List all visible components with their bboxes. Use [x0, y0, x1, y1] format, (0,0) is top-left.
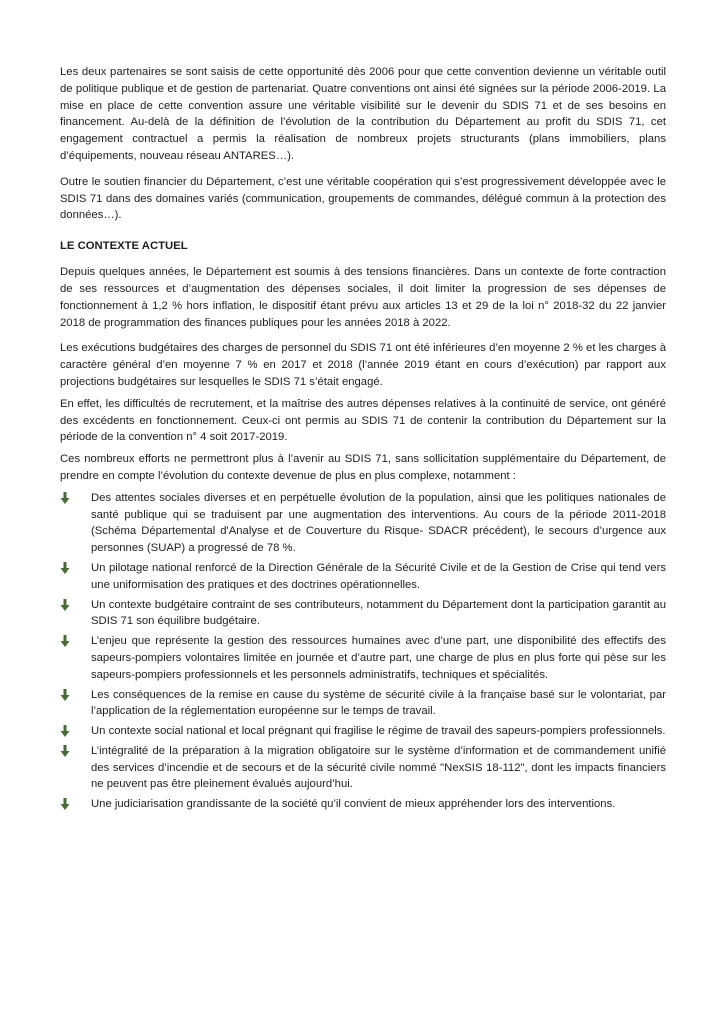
bullet-item — [60, 560, 666, 594]
arrow-down-icon — [60, 798, 70, 810]
context-paragraph-1: Depuis quelques années, le Département est soumis à des tensions financières. Dans un contexte de forte contraction de ses ressources et d’augmentation des dépenses sociales, il doit limiter la progression de ses dépenses de fonctionnement à 1,2 % hors inflation, le dispositif étant prévu aux articles 13 et 29 de la loi n° 2018-32 du 22 janvier 2018 de programmation des finances publiques pour les années 2018 à 2022. — [60, 266, 666, 329]
arrow-down-icon — [60, 745, 70, 757]
bullet-list — [60, 490, 666, 813]
bullet-text: Des attentes sociales diverses et en perpétuelle évolution de la population, ainsi que les politiques nationales de santé publique qui se traduisent par une augmentation des interventions. Au cours de la période 2011-2018 (Schéma Départemental d'Analyse et de Couverture du Risque- SDACR précédent), le secours d’urgence aux personnes (SUAP) a progressé de 78 %. — [91, 491, 666, 555]
intro-paragraph-2: Outre le soutien financier du Département, c’est une véritable coopération qui s’est progressivement développée avec le SDIS 71 dans des domaines variés (communication, groupements de commandes, délégué commun à la protection des données…). — [60, 175, 666, 222]
arrow-down-icon — [60, 492, 70, 504]
bullet-text: Un pilotage national renforcé de la Direction Générale de la Sécurité Civile et de la Gestion de Crise qui tend vers une uniformisation des pratiques et des doctrines opérationnelles. — [91, 561, 666, 591]
bullet-text: Les conséquences de la remise en cause du système de sécurité civile à la française basé sur le volontariat, par l’application de la réglementation européenne sur le temps de travail. — [91, 688, 666, 718]
bullet-text: L’intégralité de la préparation à la migration obligatoire sur le système d’information et de commandement unifié des services d’incendie et de secours et de la sécurité civile nommé "NexSIS 18-112", dont les impacts financiers ne peuvent pas être pleinement évalués aujourd’hui. — [91, 744, 666, 791]
intro-paragraph-1: Les deux partenaires se sont saisis de cette opportunité dès 2006 pour que cette convention devienne un véritable outil de politique publique et de gestion de partenariat. Quatre conventions ont ainsi été signées sur la période 2006-2019. La mise en place de cette convention assure une véritable visibilité sur le devenir du SDIS 71 et de ses besoins en financement. Au-delà de la définition de l’évolution de la contribution du Département au profit du SDIS 71, cet engagement contractuel a permis la réalisation de nombreux projets structurants (plans immobiliers, plans d’équipements, nouveau réseau ANTARES…). — [60, 66, 666, 162]
bullet-item — [60, 633, 666, 683]
bullet-item — [60, 796, 666, 813]
bullet-text: Une judiciarisation grandissante de la société qu’il convient de mieux appréhender lors des interventions. — [91, 798, 616, 811]
bullet-item — [60, 687, 666, 721]
arrow-down-icon — [60, 635, 70, 647]
context-paragraph-2: Les exécutions budgétaires des charges de personnel du SDIS 71 ont été inférieures d’en moyenne 2 % et les charges à caractère général d’en moyenne 7 % en 2017 et 2018 (l’année 2019 étant en cours d’exécution) par rapport aux projections budgétaires sur lesquelles le SDIS 71 s’était engagé. — [60, 342, 666, 388]
bullet-text: L’enjeu que représente la gestion des ressources humaines avec d’une part, une disponibilité des effectifs des sapeurs-pompiers volontaires limitée en journée et d’autre part, une charge de plus en plus forte qui pèse sur les sapeurs-pompiers professionnels et les personnels administratifs, techniques et spécialités. — [91, 635, 666, 681]
arrow-down-icon — [60, 725, 70, 737]
arrow-down-icon — [60, 689, 70, 701]
bullet-item — [60, 743, 666, 793]
bullet-text: Un contexte budgétaire contraint de ses contributeurs, notamment du Département dont la participation garantit au SDIS 71 son équilibre budgétaire. — [91, 598, 666, 628]
arrow-down-icon — [60, 599, 70, 611]
bullet-item — [60, 597, 666, 631]
context-paragraph-3: En effet, les difficultés de recrutement, et la maîtrise des autres dépenses relatives à la continuité de service, ont généré des excédents en fonctionnement. Ceux-ci ont permis au SDIS 71 de contenir la contribution du Département sur la période de la convention n° 4 soit 2017-2019. — [60, 397, 666, 444]
bullet-text: Un contexte social national et local prégnant qui fragilise le régime de travail des sapeurs-pompiers professionnels. — [91, 725, 666, 738]
section-heading: LE CONTEXTE ACTUEL — [60, 240, 188, 253]
context-paragraph-4: Ces nombreux efforts ne permettront plus à l’avenir au SDIS 71, sans sollicitation supplémentaire du Département, de prendre en compte l’évolution du contexte devenue de plus en plus complexe, notamment : — [60, 453, 666, 482]
bullet-item — [60, 490, 666, 557]
bullet-item — [60, 723, 666, 740]
arrow-down-icon — [60, 562, 70, 574]
